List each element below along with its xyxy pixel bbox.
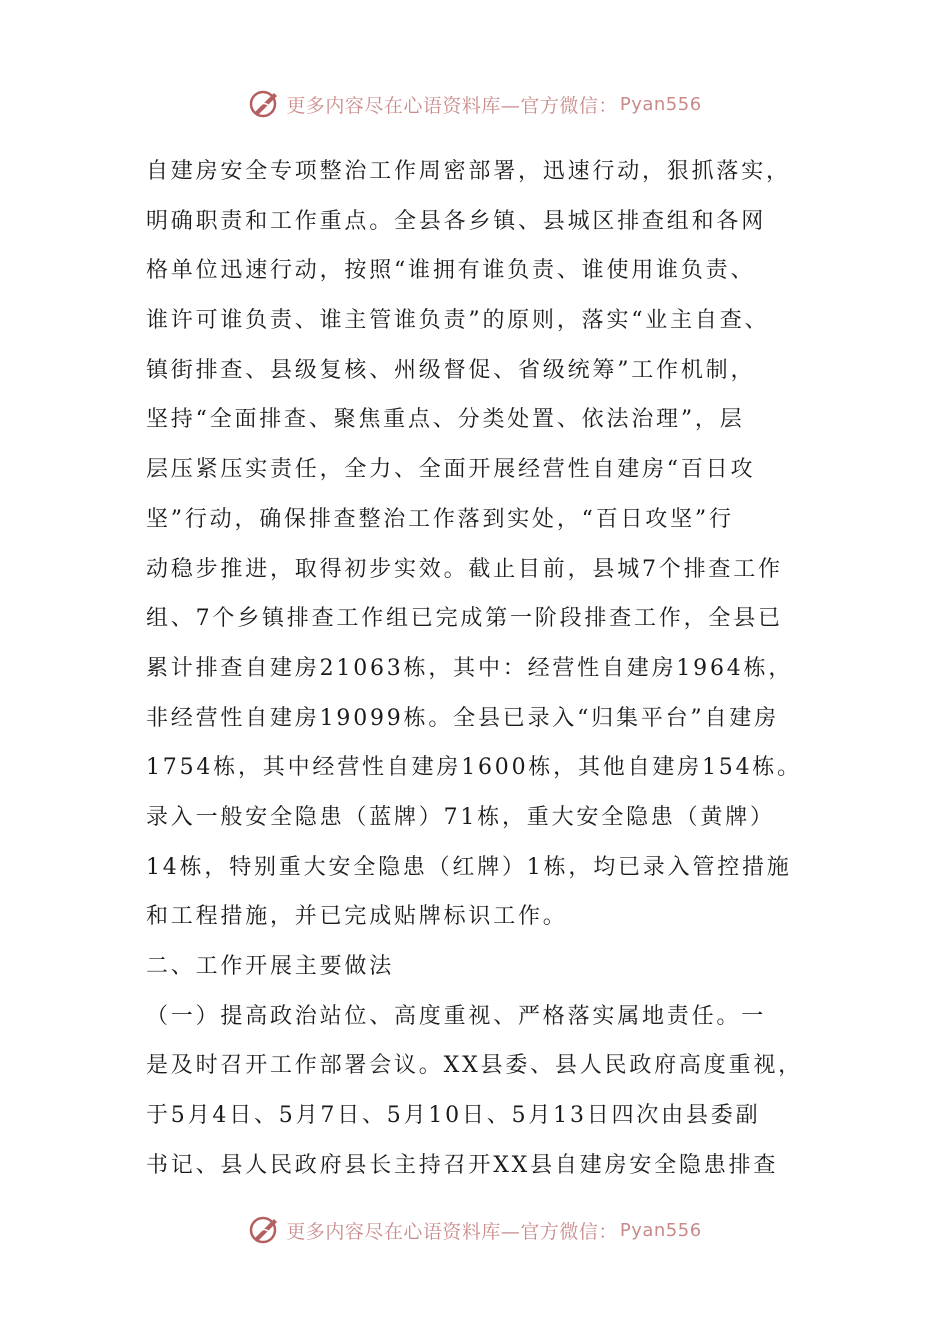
document-body (146, 147, 814, 1190)
body-line: 14栋，特别重大安全隐患（红牌）1栋，均已录入管控措施 (146, 854, 792, 880)
body-line: 坚”行动，确保排查整治工作落到实处，“百日攻坚”行 (146, 506, 734, 532)
watermark-text: 更多内容尽在心语资料库—官方微信： (286, 94, 618, 117)
watermark-text: 更多内容尽在心语资料库—官方微信： (286, 1220, 618, 1243)
body-line: 于5月4日、5月7日、5月10日、5月13日四次由县委副 (146, 1103, 761, 1129)
body-line: 1754栋，其中经营性自建房1600栋，其他自建房154栋。 (146, 755, 802, 781)
subsection-heading-line: （一）提高政治站位、高度重视、严格落实属地责任。一 (146, 1003, 767, 1029)
body-line: 坚持“全面排查、聚焦重点、分类处置、依法治理”，层 (146, 407, 745, 433)
body-line: 是及时召开工作部署会议。XX县委、县人民政府高度重视， (146, 1053, 803, 1079)
body-line: 层压紧压实责任，全力、全面开展经营性自建房“百日攻 (146, 457, 756, 483)
watermark-header (0, 84, 950, 124)
body-line: 格单位迅速行动，按照“谁拥有谁负责、谁使用谁负责、 (146, 258, 756, 284)
pen-logo-icon (248, 87, 282, 121)
section-heading: 二、工作开展主要做法 (146, 954, 395, 979)
watermark-account: Pyan556 (619, 93, 702, 115)
watermark-account: Pyan556 (619, 1219, 702, 1241)
body-line: 非经营性自建房19099栋。全县已录入“归集平台”自建房 (146, 705, 779, 731)
body-line: 自建房安全专项整治工作周密部署，迅速行动，狠抓落实， (146, 159, 791, 184)
body-line: 组、7个乡镇排查工作组已完成第一阶段排查工作，全县已 (146, 606, 783, 632)
body-line: 明确职责和工作重点。全县各乡镇、县城区排查组和各网 (146, 208, 767, 234)
pen-logo-icon (248, 1213, 282, 1247)
body-line: 录入一般安全隐患（蓝牌）71栋，重大安全隐患（黄牌） (146, 804, 775, 830)
body-line: 动稳步推进，取得初步实效。截止目前，县城7个排查工作 (146, 556, 783, 582)
body-line: 累计排查自建房21063栋，其中：经营性自建房1964栋， (146, 655, 794, 681)
body-line: 镇街排查、县级复核、州级督促、省级统筹”工作机制， (146, 357, 756, 383)
body-line: 谁许可谁负责、谁主管谁负责”的原则，落实“业主自查、 (146, 308, 770, 334)
body-line: 书记、县人民政府县长主持召开XX县自建房安全隐患排查 (146, 1152, 779, 1178)
watermark-footer (0, 1210, 950, 1250)
body-line: 和工程措施，并已完成贴牌标识工作。 (146, 904, 568, 930)
